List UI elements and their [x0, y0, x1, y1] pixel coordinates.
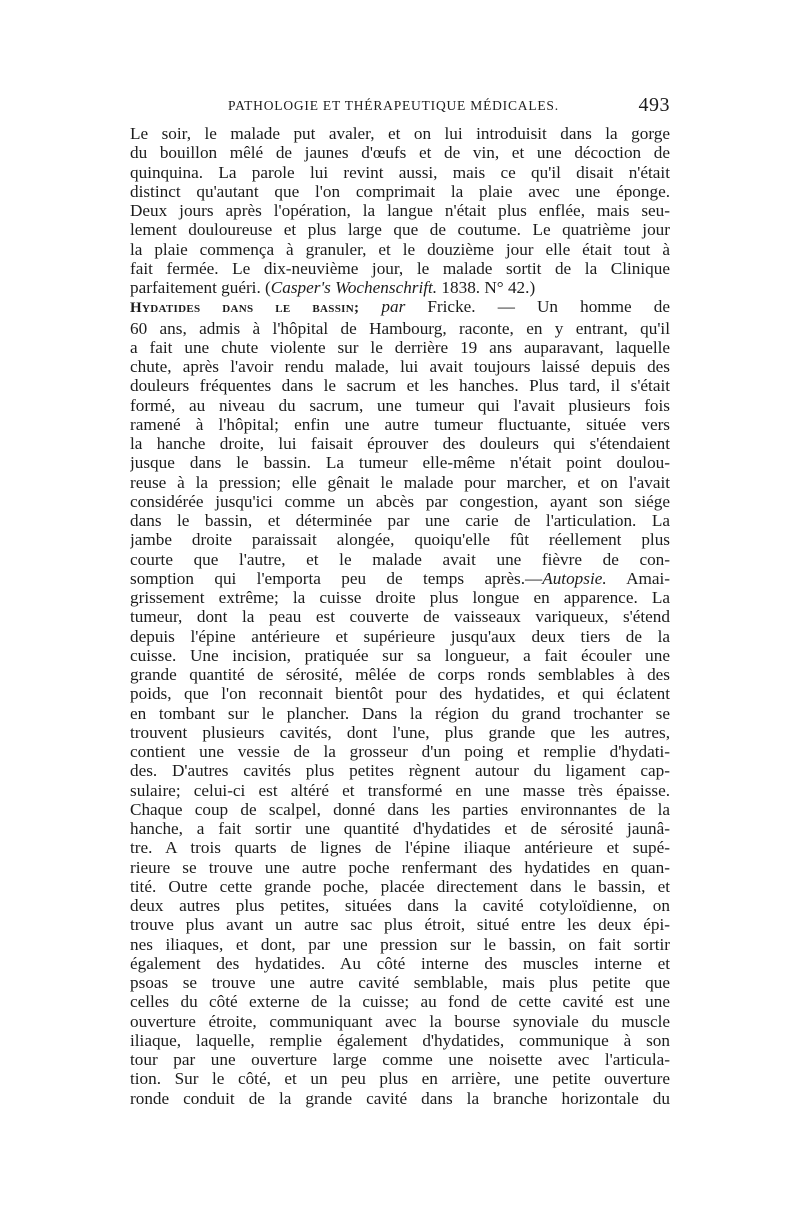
text-line: cuisse. Une incision, pratiquée sur sa longueur, a fait écouler une [130, 645, 670, 665]
running-head [130, 92, 670, 122]
text-line: la hanche droite, lui faisait éprouver des douleurs qui s'étendaient [130, 434, 670, 453]
running-head-title: PATHOLOGIE ET THÉRAPEUTIQUE MÉDICALES. [228, 98, 559, 113]
citation-prefix: parfaitement guéri. ( [130, 278, 271, 297]
text-line: a fait une chute violente sur le derrière 19 ans auparavant, laquelle [130, 337, 670, 357]
citation-suffix: 1838. N° 42.) [437, 278, 536, 297]
text-line: ouverture étroite, communiquant avec la bourse synoviale du muscle [130, 1011, 670, 1031]
text-line: formé, au niveau du sacrum, une tumeur qui l'avait plusieurs fois [130, 395, 670, 415]
text-line: contient une vessie de la grosseur d'un poing et remplie d'hydati- [130, 742, 670, 761]
autopsie-prefix: somption qui l'emporta peu de temps après.— [130, 568, 543, 588]
text-line: psoas se trouve une autre cavité semblable, mais plus petite que [130, 973, 670, 992]
text-line: tour par une ouverture large comme une noisette avec l'articula- [130, 1050, 670, 1069]
text-line: ramené à l'hôpital; enfin une autre tumeur fluctuante, située vers [130, 414, 670, 434]
section-heading-line [130, 297, 670, 318]
body-text [130, 124, 670, 1108]
text-line: fait fermée. Le dix-neuvième jour, le malade sortit de la Clinique [130, 258, 670, 278]
text-line: Le soir, le malade put avaler, et on lui introduisit dans la gorge [130, 124, 670, 143]
text-line: nes iliaques, et dont, par une pression sur le bassin, on fait sortir [130, 934, 670, 954]
text-line: tre. A trois quarts de lignes de l'épine iliaque antérieure et supé- [130, 838, 670, 858]
text-line: reuse à la pression; elle gênait le malade pour marcher, et on l'avait [130, 472, 670, 492]
autopsie-suffix: Amai- [606, 568, 670, 588]
text-line: du bouillon mêlé de jaunes d'œufs et de vin, et une décoction de [130, 143, 670, 163]
text-line: celles du côté externe de la cuisse; au fond de cette cavité est une [130, 992, 670, 1012]
autopsie-line [130, 569, 670, 588]
text-line: jambe droite paraissait alongée, quoiqu'elle fût réellement plus [130, 530, 670, 550]
citation-line [130, 278, 670, 297]
text-line: hanche, a fait sortir une quantité d'hydatides et de sérosité jaunâ- [130, 819, 670, 838]
text-line: la plaie commença à granuler, et le douzième jour elle était tout à [130, 239, 670, 259]
text-line: quinquina. La parole lui revint aussi, mais ce qu'il disait n'était [130, 162, 670, 182]
section-heading: Hydatides dans le bassin; [130, 300, 360, 317]
text-line: iliaque, laquelle, remplie également d'hydatides, communique à son [130, 1030, 670, 1050]
text-line: chute, après l'avoir rendu malade, lui avait toujours laissé depuis des [130, 357, 670, 376]
text-line: depuis l'épine antérieure et supérieure jusqu'aux deux tiers de la [130, 626, 670, 646]
text-line: considérée jusqu'ici comme un abcès par congestion, ayant son siége [130, 491, 670, 511]
citation-journal: Casper's Wochenschrift. [270, 278, 438, 297]
text-line: des. D'autres cavités plus petites règnent autour du ligament cap- [130, 761, 670, 781]
text-line: douleurs fréquentes dans le sacrum et les hanches. Plus tard, il s'était [130, 376, 670, 396]
page [130, 92, 670, 1108]
text-line: également des hydatides. Au côté interne des muscles interne et [130, 953, 670, 973]
text-line: tité. Outre cette grande poche, placée directement dans le bassin, et [130, 876, 670, 896]
text-line: trouvent plusieurs cavités, dont l'une, plus grande que les autres, [130, 722, 670, 742]
text-line: tumeur, dont la peau est couverte de vaisseaux variqueux, s'étend [130, 607, 670, 627]
text-line: Deux jours après l'opération, la langue n'était plus enflée, mais seu- [130, 201, 670, 220]
text-line: 60 ans, admis à l'hôpital de Hambourg, raconte, en y entrant, qu'il [130, 318, 670, 338]
text-line: distinct qu'autant que l'on comprimait la plaie avec une éponge. [130, 181, 670, 201]
text-line: poids, que l'on reconnait bientôt pour des hydatides, et qui éclatent [130, 684, 670, 704]
text-line: rieure se trouve une autre poche renfermant des hydatides en quan- [130, 857, 670, 877]
text-line: tion. Sur le côté, et un peu plus en arrière, une petite ouverture [130, 1069, 670, 1089]
text-line: dans le bassin, et déterminée par une carie de l'articulation. La [130, 511, 670, 530]
text-line: en tombant sur le plancher. Dans la région du grand trochanter se [130, 703, 670, 723]
section-heading-par: par [381, 297, 406, 317]
text-line: deux autres plus petites, situées dans la cavité cotyloïdienne, on [130, 896, 670, 915]
text-line: trouve plus avant un autre sac plus étroit, situé entre les deux épi- [130, 915, 670, 935]
autopsie-label: Autopsie. [542, 568, 607, 588]
text-line: grissement extrême; la cuisse droite plus longue en apparence. La [130, 588, 670, 607]
text-line: grande quantité de sérosité, mêlée de corps ronds semblables à des [130, 665, 670, 684]
text-line: ronde conduit de la grande cavité dans la branche horizontale du [130, 1088, 670, 1108]
section-heading-rest: Fricke. — Un homme de [405, 297, 670, 317]
text-line: sulaire; celui-ci est altéré et transformé en une masse très épaisse. [130, 780, 670, 800]
text-line: lement douloureuse et plus large que de coutume. Le quatrième jour [130, 220, 670, 240]
page-number: 493 [638, 94, 670, 116]
text-line: jusque dans le bassin. La tumeur elle-même n'était point doulou- [130, 453, 670, 473]
text-line: Chaque coup de scalpel, donné dans les parties environnantes de la [130, 799, 670, 819]
text-line: courte que l'autre, et le malade avait une fièvre de con- [130, 549, 670, 569]
